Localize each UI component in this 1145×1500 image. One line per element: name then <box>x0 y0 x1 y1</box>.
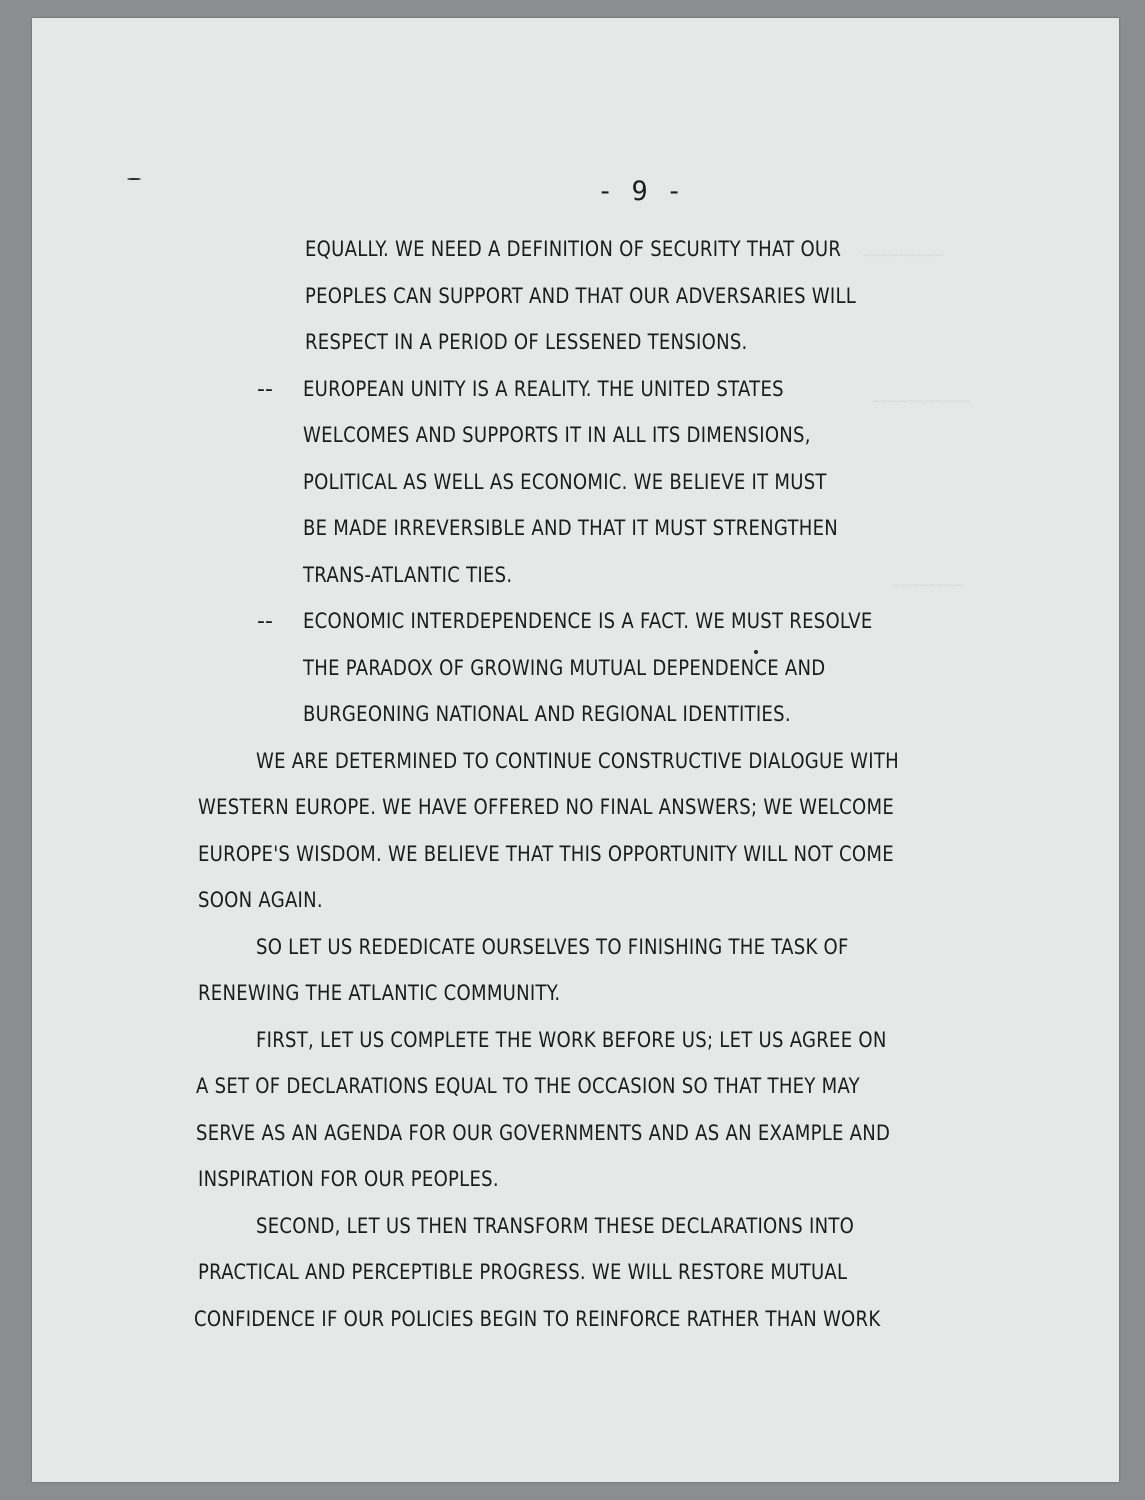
text-line: INSPIRATION FOR OUR PEOPLES. <box>198 1167 499 1192</box>
text-line: EQUALLY. WE NEED A DEFINITION OF SECURITY THAT OUR <box>305 237 842 262</box>
text-line: SECOND, LET US THEN TRANSFORM THESE DECLARATIONS INTO <box>256 1214 855 1239</box>
text-line: CONFIDENCE IF OUR POLICIES BEGIN TO REINFORCE RATHER THAN WORK <box>194 1307 881 1332</box>
text-line: RENEWING THE ATLANTIC COMMUNITY. <box>198 981 561 1006</box>
text-line: THE PARADOX OF GROWING MUTUAL DEPENDENCE AND <box>303 656 826 681</box>
text-line: WESTERN EUROPE. WE HAVE OFFERED NO FINAL ANSWERS; WE WELCOME <box>198 795 895 820</box>
text-line: BURGEONING NATIONAL AND REGIONAL IDENTITIES. <box>303 702 791 727</box>
text-line: TRANS-ATLANTIC TIES. <box>303 563 513 588</box>
text-line: POLITICAL AS WELL AS ECONOMIC. WE BELIEVE IT MUST <box>303 470 827 495</box>
paper-mark <box>754 650 758 654</box>
text-line: WE ARE DETERMINED TO CONTINUE CONSTRUCTIVE DIALOGUE WITH <box>256 749 899 774</box>
page-number: - 9 - <box>597 176 684 207</box>
bullet-dash: -- <box>257 609 273 634</box>
text-line: SOON AGAIN. <box>198 888 323 913</box>
text-line: SERVE AS AN AGENDA FOR OUR GOVERNMENTS AND AS AN EXAMPLE AND <box>196 1121 891 1146</box>
text-line: ECONOMIC INTERDEPENDENCE IS A FACT. WE MUST RESOLVE <box>303 609 873 634</box>
text-line: EUROPE'S WISDOM. WE BELIEVE THAT THIS OPPORTUNITY WILL NOT COME <box>198 842 894 867</box>
bullet-dash: -- <box>257 377 273 402</box>
text-line: A SET OF DECLARATIONS EQUAL TO THE OCCASION SO THAT THEY MAY <box>196 1074 860 1099</box>
text-line: BE MADE IRREVERSIBLE AND THAT IT MUST STRENGTHEN <box>303 516 839 541</box>
text-line: RESPECT IN A PERIOD OF LESSENED TENSIONS. <box>305 330 748 355</box>
text-line: WELCOMES AND SUPPORTS IT IN ALL ITS DIMENSIONS, <box>303 423 811 448</box>
text-line: PRACTICAL AND PERCEPTIBLE PROGRESS. WE WILL RESTORE MUTUAL <box>198 1260 848 1285</box>
text-line: EUROPEAN UNITY IS A REALITY. THE UNITED STATES <box>303 377 784 402</box>
document-page <box>32 18 1119 1482</box>
bleed-through: ~~~~~~~~~~~ <box>872 392 972 410</box>
bleed-through: ~~~~~~~~~ <box>862 246 944 264</box>
text-line: PEOPLES CAN SUPPORT AND THAT OUR ADVERSARIES WILL <box>305 284 857 309</box>
paper-mark <box>127 178 141 180</box>
text-line: FIRST, LET US COMPLETE THE WORK BEFORE US; LET US AGREE ON <box>256 1028 887 1053</box>
bleed-through: ~~~~~~~~ <box>892 576 965 594</box>
text-line: SO LET US REDEDICATE OURSELVES TO FINISHING THE TASK OF <box>256 935 849 960</box>
